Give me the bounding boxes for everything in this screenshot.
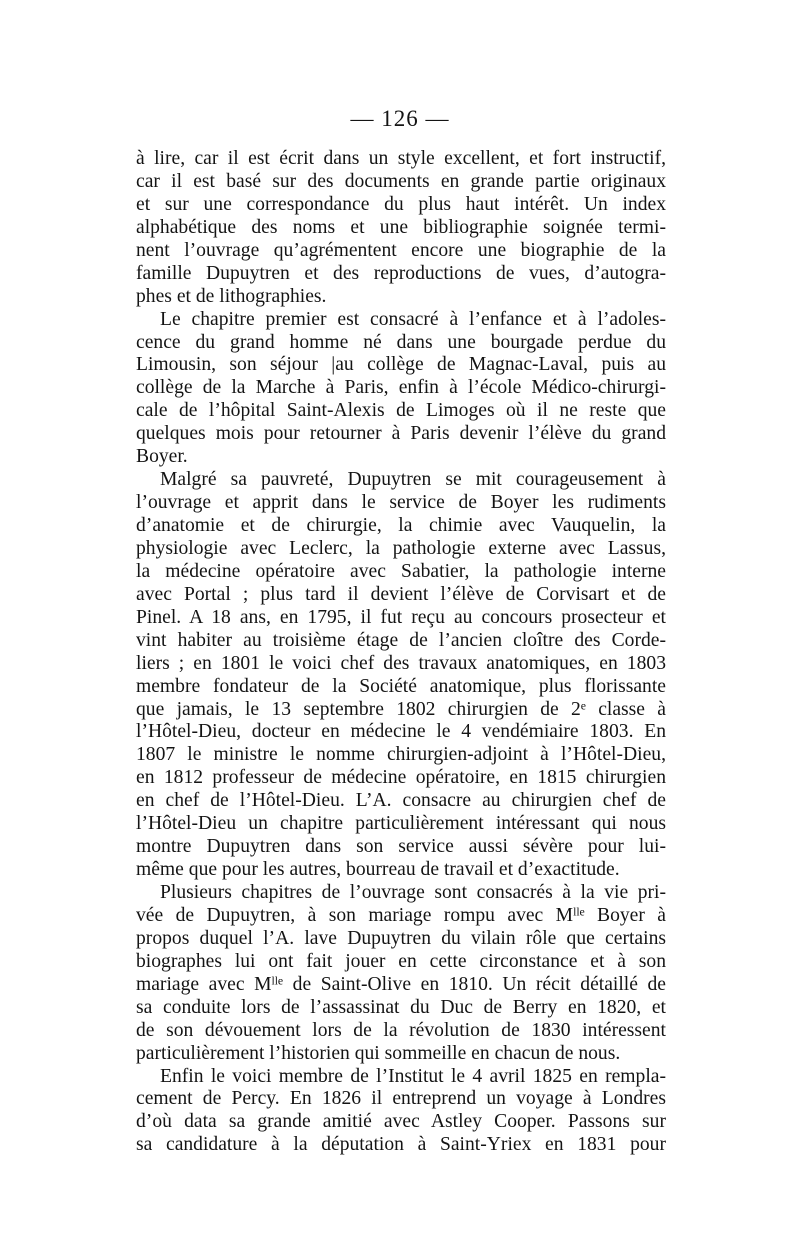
text-line: quelques mois pour retourner à Paris devenir l’élève du grand (136, 423, 666, 445)
text-line: famille Dupuytren et des reproductions de vues, d’autogra- (136, 262, 666, 284)
text-line: sa conduite lors de l’assassinat du Duc de Berry en 1820, et (136, 996, 666, 1018)
text-line: Enfin le voici membre de l’Institut le 4 avril 1825 en rempla- (160, 1065, 666, 1087)
text-line: Plusieurs chapitres de l’ouvrage sont consacrés à la vie pri- (160, 882, 666, 903)
text-line: nent l’ouvrage qu’agrémentent encore une biographie de la (136, 239, 666, 261)
text-line: biographes lui ont fait jouer en cette circonstance et à son (136, 950, 666, 972)
text-line: la médecine opératoire avec Sabatier, la pathologie interne (136, 560, 666, 582)
text-line: particulièrement l’historien qui sommeille en chacun de nous. (136, 1042, 621, 1064)
text-line: membre fondateur de la Société anatomique, plus florissante (136, 675, 666, 697)
text-line: Pinel. A 18 ans, en 1795, il fut reçu au concours prosecteur et (136, 606, 666, 628)
paragraph (136, 148, 666, 309)
paragraph (136, 1066, 666, 1158)
text-line: Limousin, son séjour |au collège de Magnac-Laval, puis au (136, 354, 666, 376)
page-number: — 126 — (350, 106, 450, 131)
text-line: physiologie avec Leclerc, la pathologie externe avec Lassus, (136, 537, 666, 559)
text-line: collège de la Marche à Paris, enfin à l’école Médico-chirurgi- (136, 377, 666, 399)
text-line: sa candidature à la députation à Saint-Yriex en 1831 pour (136, 1134, 666, 1156)
body-text (136, 148, 666, 1157)
text-line: à lire, car il est écrit dans un style excellent, et fort instructif, (136, 148, 666, 169)
paragraph (136, 882, 666, 1066)
text-line: mariage avec Mˡˡᵉ de Saint-Olive en 1810. Un récit détaillé de (136, 973, 666, 995)
text-line: propos duquel l’A. lave Dupuytren du vilain rôle que certains (136, 927, 666, 949)
text-line: montre Dupuytren dans son service aussi sévère pour lui- (136, 836, 666, 858)
text-line: cement de Percy. En 1826 il entreprend un voyage à Londres (136, 1088, 666, 1110)
text-line: d’où data sa grande amitié avec Astley Cooper. Passons sur (136, 1111, 666, 1133)
text-line: cence du grand homme né dans une bourgade perdue du (136, 331, 666, 353)
text-line: l’Hôtel-Dieu un chapitre particulièrement intéressant qui nous (136, 813, 666, 835)
text-line: en chef de l’Hôtel-Dieu. L’A. consacre au chirurgien chef de (136, 790, 666, 812)
text-line: et sur une correspondance du plus haut intérêt. Un index (136, 193, 666, 215)
text-line: vée de Dupuytren, à son mariage rompu avec Mˡˡᵉ Boyer à (136, 904, 666, 926)
text-line: d’anatomie et de chirurgie, la chimie avec Vauquelin, la (136, 515, 666, 536)
text-line: avec Portal ; plus tard il devient l’élève de Corvisart et de (136, 583, 666, 605)
text-line: vint habiter au troisième étage de l’ancien cloître des Corde- (136, 629, 666, 651)
text-line: l’Hôtel-Dieu, docteur en médecine le 4 vendémiaire 1803. En (136, 721, 666, 743)
paragraph (136, 469, 666, 882)
text-line: phes et de lithographies. (136, 285, 327, 307)
text-line: Malgré sa pauvreté, Dupuytren se mit courageusement à (160, 469, 666, 491)
text-line: Boyer. (136, 446, 188, 468)
text-line: de son dévouement lors de la révolution de 1830 intéressent (136, 1019, 666, 1041)
text-line: Le chapitre premier est consacré à l’enfance et à l’adoles- (160, 308, 666, 330)
text-line: alphabétique des noms et une bibliographie soignée termi- (136, 216, 666, 238)
text-line: cale de l’hôpital Saint-Alexis de Limoges où il ne reste que (136, 400, 666, 422)
text-line: l’ouvrage et apprit dans le service de Boyer les rudiments (136, 492, 666, 514)
paragraph (136, 309, 666, 470)
text-line: en 1812 professeur de médecine opératoire, en 1815 chirurgien (136, 767, 666, 789)
text-line: car il est basé sur des documents en grande partie originaux (136, 170, 666, 192)
text-line: que jamais, le 13 septembre 1802 chirurgien de 2ᵉ classe à (136, 698, 666, 720)
text-line: liers ; en 1801 le voici chef des travaux anatomiques, en 1803 (136, 652, 666, 674)
text-line: même que pour les autres, bourreau de travail et d’exactitude. (136, 859, 620, 881)
text-line: 1807 le ministre le nomme chirurgien-adjoint à l’Hôtel-Dieu, (136, 744, 666, 766)
